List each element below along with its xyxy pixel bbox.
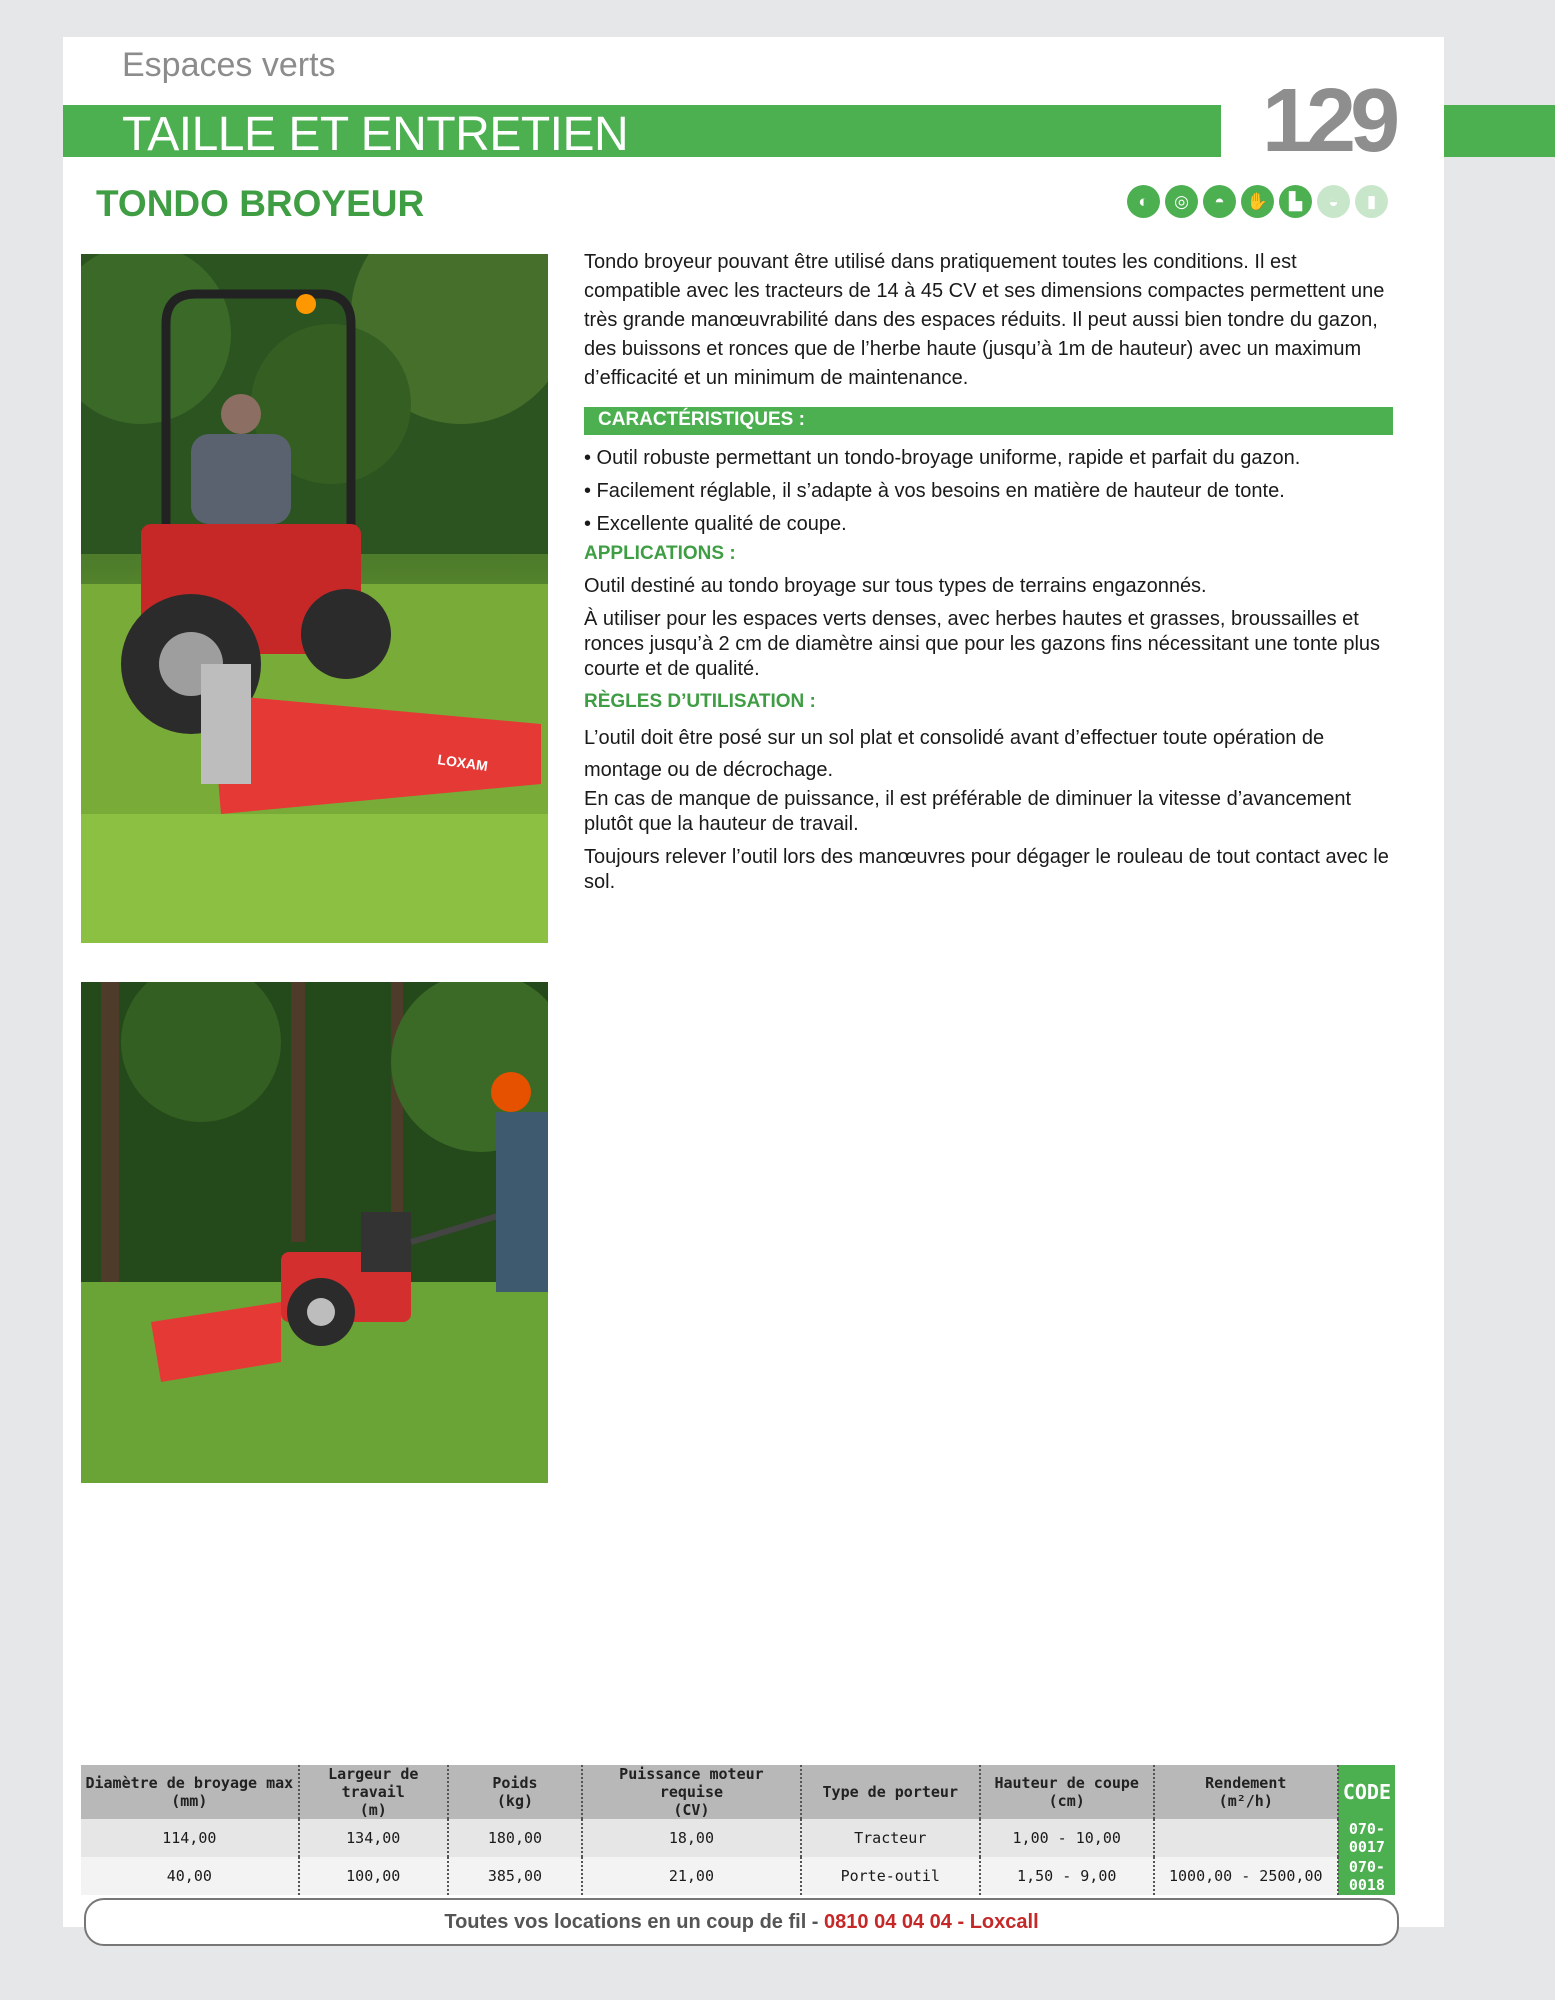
col-header: Puissance moteur requise (CV)	[582, 1765, 801, 1819]
walk-behind-mulcher-photo	[81, 982, 548, 1483]
applications-text-1: Outil destiné au tondo broyage sur tous types de terrains engazonnés.	[584, 575, 1207, 597]
product-code: 070-0018	[1338, 1857, 1395, 1895]
code-header: CODE	[1338, 1765, 1395, 1819]
cell: Porte-outil	[801, 1857, 980, 1895]
col-header: Poids (kg)	[448, 1765, 582, 1819]
edge-tab	[1444, 105, 1555, 157]
vest-icon: ▮	[1355, 185, 1388, 218]
cell: 134,00	[299, 1819, 448, 1857]
rules-text-1: L’outil doit être posé sur un sol plat et consolidé avant d’effectuer toute opération de montage ou de décrochage.	[584, 727, 1325, 781]
cell: 40,00	[81, 1857, 299, 1895]
footer-text: Toutes vos locations en un coup de fil -	[444, 1911, 825, 1933]
cell: 1,00 - 10,00	[980, 1819, 1154, 1857]
col-header: Diamètre de broyage max (mm)	[81, 1765, 299, 1819]
boots-icon: ▙	[1279, 185, 1312, 218]
cell: 100,00	[299, 1857, 448, 1895]
cell: 385,00	[448, 1857, 582, 1895]
col-header: Type de porteur	[801, 1765, 980, 1819]
cell: 180,00	[448, 1819, 582, 1857]
footer-banner	[84, 1898, 1399, 1946]
specs-table	[81, 1765, 1395, 1895]
list-item: • Facilement réglable, il s’adapte à vos besoins en matière de hauteur de tonte.	[584, 480, 1285, 502]
applications-text-2: À utiliser pour les espaces verts denses, avec herbes hautes et grasses, broussailles et ronces jusqu’à 2 cm de diamètre ainsi que pour les gazons fins nécessitant une tonte plus courte et de qualité.	[584, 608, 1381, 680]
face-shield-icon: ◐	[1127, 185, 1160, 218]
characteristics-heading: CARACTÉRISTIQUES :	[598, 409, 805, 430]
cell	[1154, 1819, 1338, 1857]
category-title: TAILLE ET ENTRETIEN	[122, 108, 629, 161]
cell: Tracteur	[801, 1819, 980, 1857]
ppe-icons	[1127, 185, 1388, 219]
cell: 1000,00 - 2500,00	[1154, 1857, 1338, 1895]
product-code: 070-0017	[1338, 1819, 1395, 1857]
col-header: Largeur de travail (m)	[299, 1765, 448, 1819]
machine-brand-label: LOXAM	[436, 751, 489, 775]
cell: 21,00	[582, 1857, 801, 1895]
rules-text-3: Toujours relever l’outil lors des manœuvres pour dégager le rouleau de tout contact avec le sol.	[584, 846, 1389, 893]
list-item: • Excellente qualité de coupe.	[584, 513, 847, 535]
product-description: Tondo broyeur pouvant être utilisé dans pratiquement toutes les conditions. Il est compatible avec les tracteurs de 14 à 45 CV et ses dimensions compactes permettent une très grande manœuvrabilité dans des espaces réduits. Il peut aussi bien tondre du gazon, des buissons et ronces que de l’herbe haute (jusqu’à 1m de hauteur) avec un maximum d’efficacité et un minimum de maintenance.	[584, 251, 1385, 389]
cell: 114,00	[81, 1819, 299, 1857]
table-row	[81, 1819, 1395, 1857]
page-number: 129	[1262, 71, 1395, 171]
rules-text-2: En cas de manque de puissance, il est préférable de diminuer la vitesse d’avancement plutôt que la hauteur de travail.	[584, 788, 1352, 835]
mask-icon: ◒	[1317, 185, 1350, 218]
cell: 18,00	[582, 1819, 801, 1857]
table-header-row	[81, 1765, 1395, 1819]
helmet-icon: ◓	[1203, 185, 1236, 218]
cell: 1,50 - 9,00	[980, 1857, 1154, 1895]
category-title-bar	[63, 105, 1221, 161]
section-label: Espaces verts	[122, 46, 336, 84]
footer-phone[interactable]: 0810 04 04 04 - Loxcall	[824, 1911, 1039, 1933]
gloves-icon: ✋	[1241, 185, 1274, 218]
characteristics-heading-bar	[584, 407, 1393, 435]
characteristics-list	[584, 442, 1404, 541]
col-header: Hauteur de coupe (cm)	[980, 1765, 1154, 1819]
product-title: TONDO BROYEUR	[96, 183, 425, 224]
applications-heading: APPLICATIONS :	[584, 543, 736, 564]
col-header: Rendement (m²/h)	[1154, 1765, 1338, 1819]
table-row	[81, 1857, 1395, 1895]
tractor-mulcher-photo	[81, 254, 548, 943]
list-item: • Outil robuste permettant un tondo-broyage uniforme, rapide et parfait du gazon.	[584, 447, 1301, 469]
ear-protection-icon: ◎	[1165, 185, 1198, 218]
rules-heading: RÈGLES D’UTILISATION :	[584, 691, 816, 712]
